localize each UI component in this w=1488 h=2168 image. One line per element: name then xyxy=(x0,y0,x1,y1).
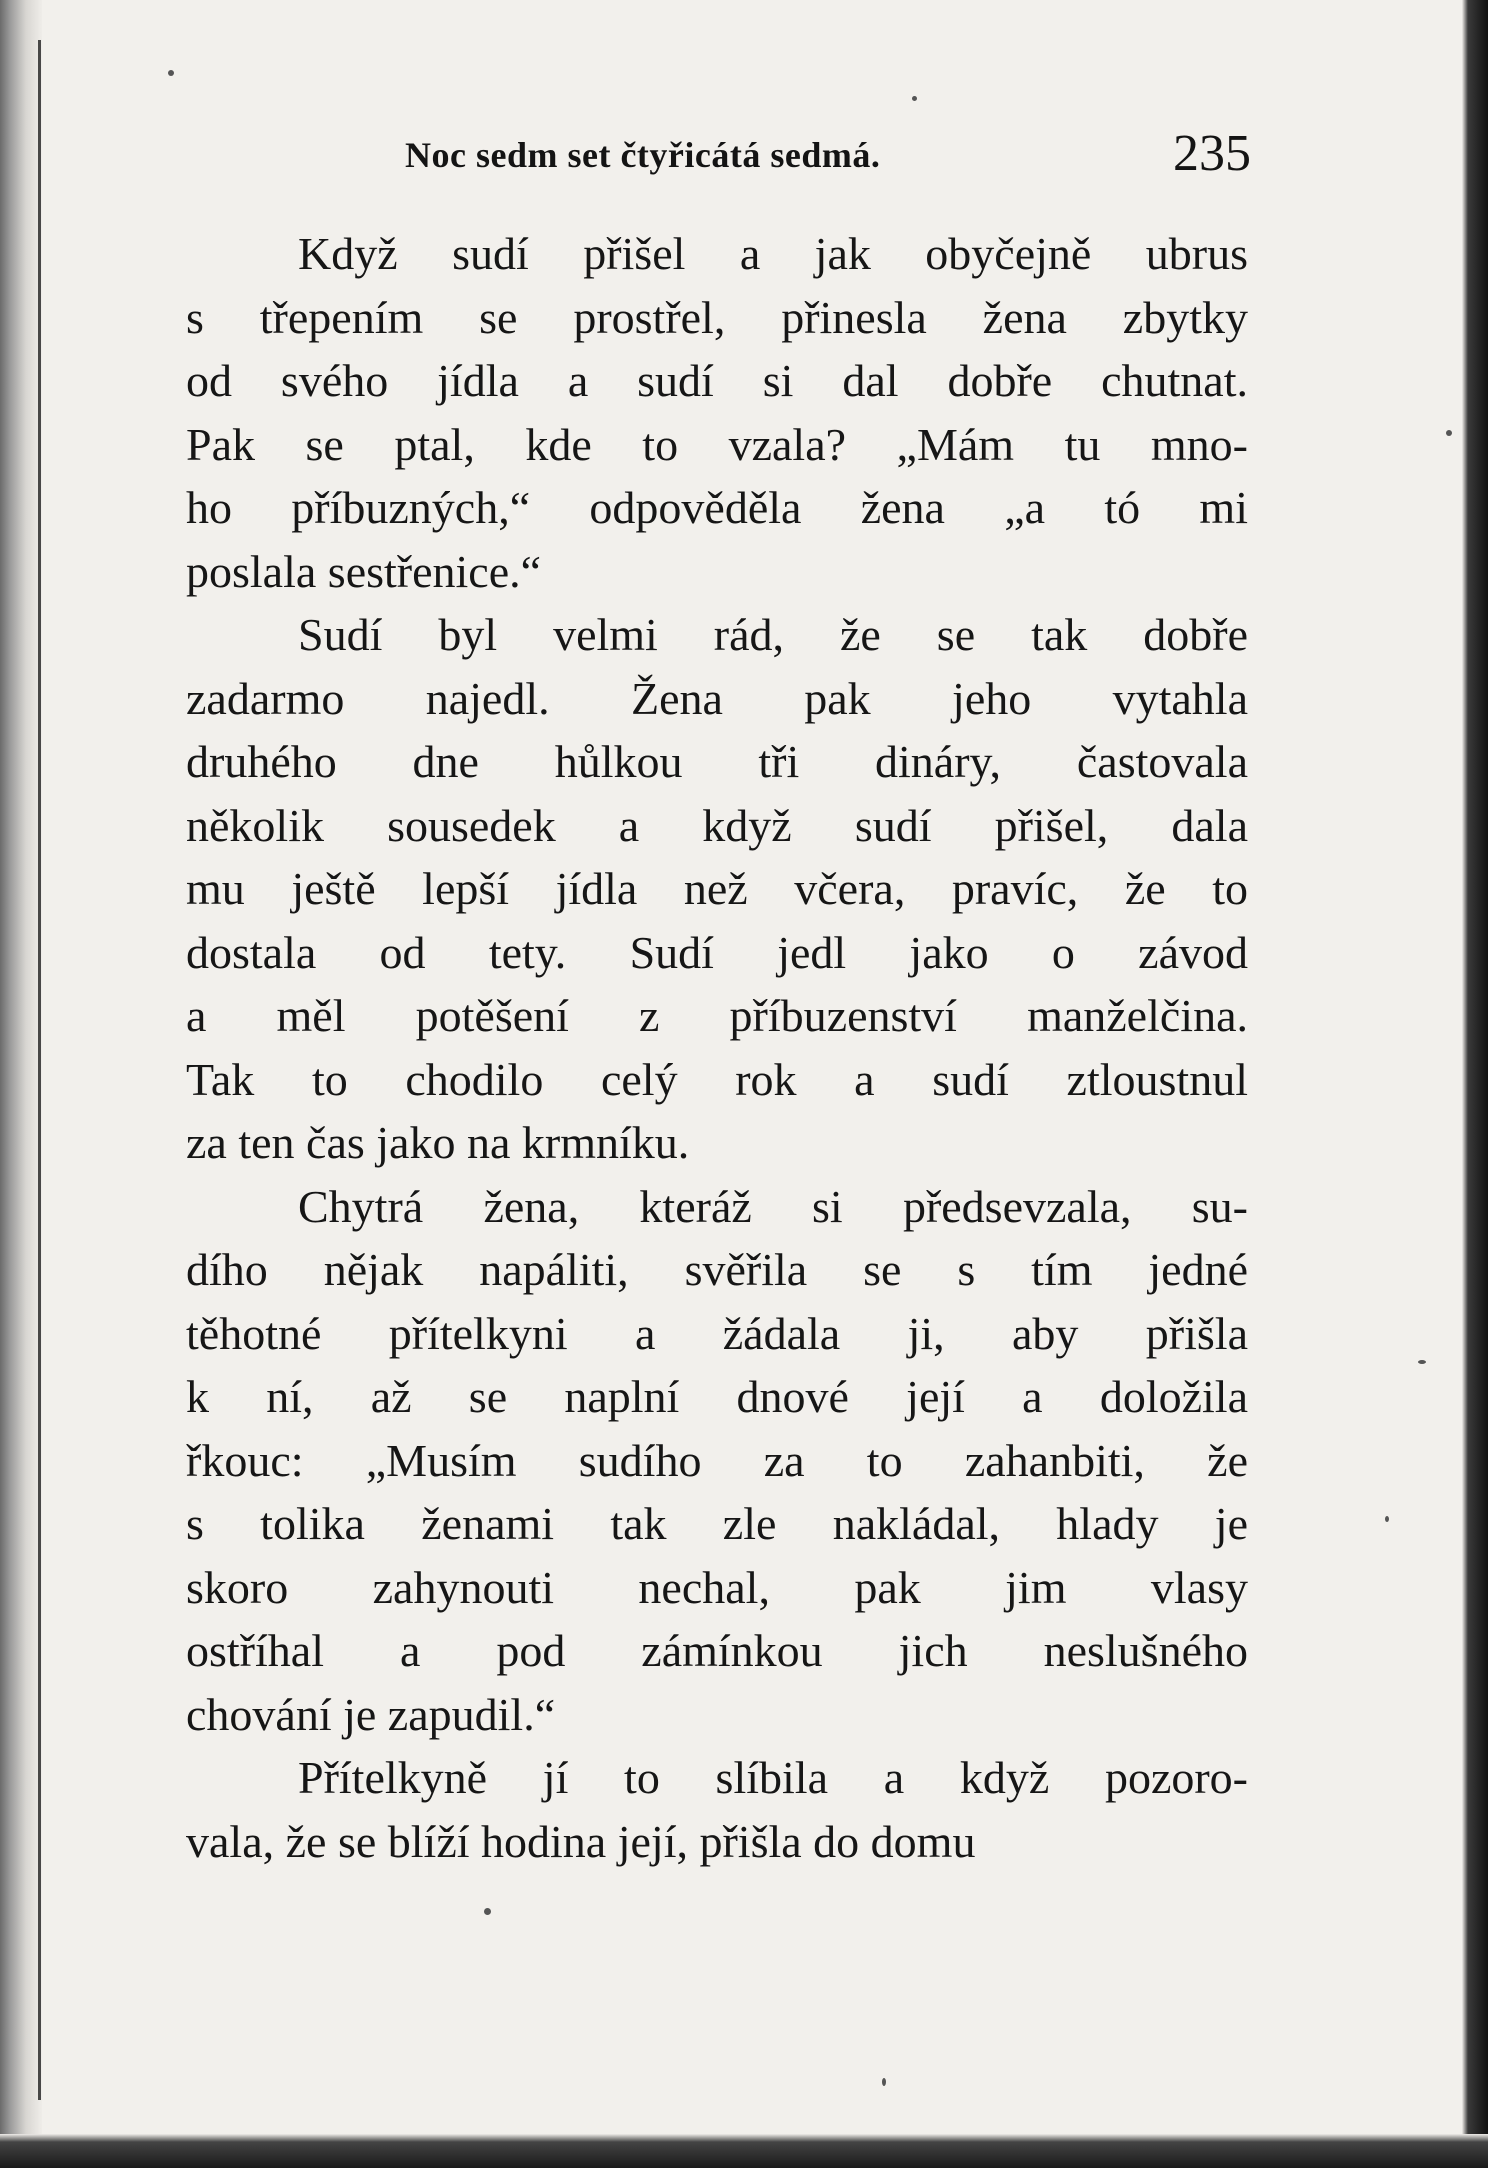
text-line: chování je zapudil.“ xyxy=(186,1688,556,1740)
text-line: poslala sestřenice.“ xyxy=(186,545,542,597)
text-line: druhého dne hůlkou tři dináry, častovala xyxy=(186,736,1248,787)
paragraph-first-line: Chytrá žena, kteráž si předsevzala, su- xyxy=(298,1180,1248,1232)
text-line: řkouc: „Musím sudího za to zahanbiti, že xyxy=(186,1434,1248,1486)
text-line: s tolika ženami tak zle nakládal, hlady je xyxy=(186,1498,1248,1549)
print-speck xyxy=(1418,1360,1426,1364)
print-speck xyxy=(912,96,917,101)
text-line: vala, že se blíží hodina její, přišla do domu xyxy=(186,1815,976,1867)
page-number: 235 xyxy=(1173,125,1251,182)
print-speck xyxy=(168,70,174,76)
print-speck xyxy=(1446,430,1452,436)
binding-edge-line xyxy=(38,40,41,2100)
paragraph-first-line: Přítelkyně jí to slíbila a když pozoro- xyxy=(298,1752,1248,1803)
page-right-edge xyxy=(1462,0,1488,2168)
text-line: Tak to chodilo celý rok a sudí ztloustnul xyxy=(186,1053,1248,1105)
text-line: k ní, až se naplní dnové její a doložila xyxy=(186,1371,1248,1422)
text-line: Pak se ptal, kde to vzala? „Mám tu mno- xyxy=(186,418,1248,470)
text-line: několik sousedek a když sudí přišel, dala xyxy=(186,799,1248,851)
text-line: ostříhal a pod zámínkou jich neslušného xyxy=(186,1625,1248,1676)
text-line: a měl potěšení z příbuzenství manželčina. xyxy=(186,990,1248,1041)
text-line: s třepením se prostřel, přinesla žena zbytky xyxy=(186,291,1248,343)
running-head: Noc sedm set čtyřicátá sedmá. xyxy=(405,135,881,175)
page-header xyxy=(405,124,1251,184)
paragraph-first-line: Když sudí přišel a jak obyčejně ubrus xyxy=(298,228,1248,279)
body-text xyxy=(186,222,1248,1873)
paragraph-first-line: Sudí byl velmi rád, že se tak dobře xyxy=(298,609,1248,660)
text-line: zadarmo najedl. Žena pak jeho vytahla xyxy=(186,672,1248,724)
print-speck xyxy=(882,2078,886,2086)
print-speck xyxy=(1385,1516,1389,1522)
text-line: od svého jídla a sudí si dal dobře chutnat. xyxy=(186,355,1248,406)
text-line: za ten čas jako na krmníku. xyxy=(186,1117,690,1168)
text-line: ho příbuzných,“ odpověděla žena „a tó mi xyxy=(186,482,1248,533)
page-bottom-edge xyxy=(0,2134,1488,2168)
text-line: těhotné přítelkyni a žádala ji, aby přišla xyxy=(186,1307,1248,1359)
print-speck xyxy=(484,1908,491,1915)
text-line: dího nějak napáliti, svěřila se s tím jedné xyxy=(186,1244,1248,1295)
page-binding-shadow xyxy=(0,0,42,2168)
text-line: skoro zahynouti nechal, pak jim vlasy xyxy=(186,1561,1248,1613)
text-line: dostala od tety. Sudí jedl jako o závod xyxy=(186,926,1248,978)
text-line: mu ještě lepší jídla než včera, pravíc, že to xyxy=(186,863,1248,914)
